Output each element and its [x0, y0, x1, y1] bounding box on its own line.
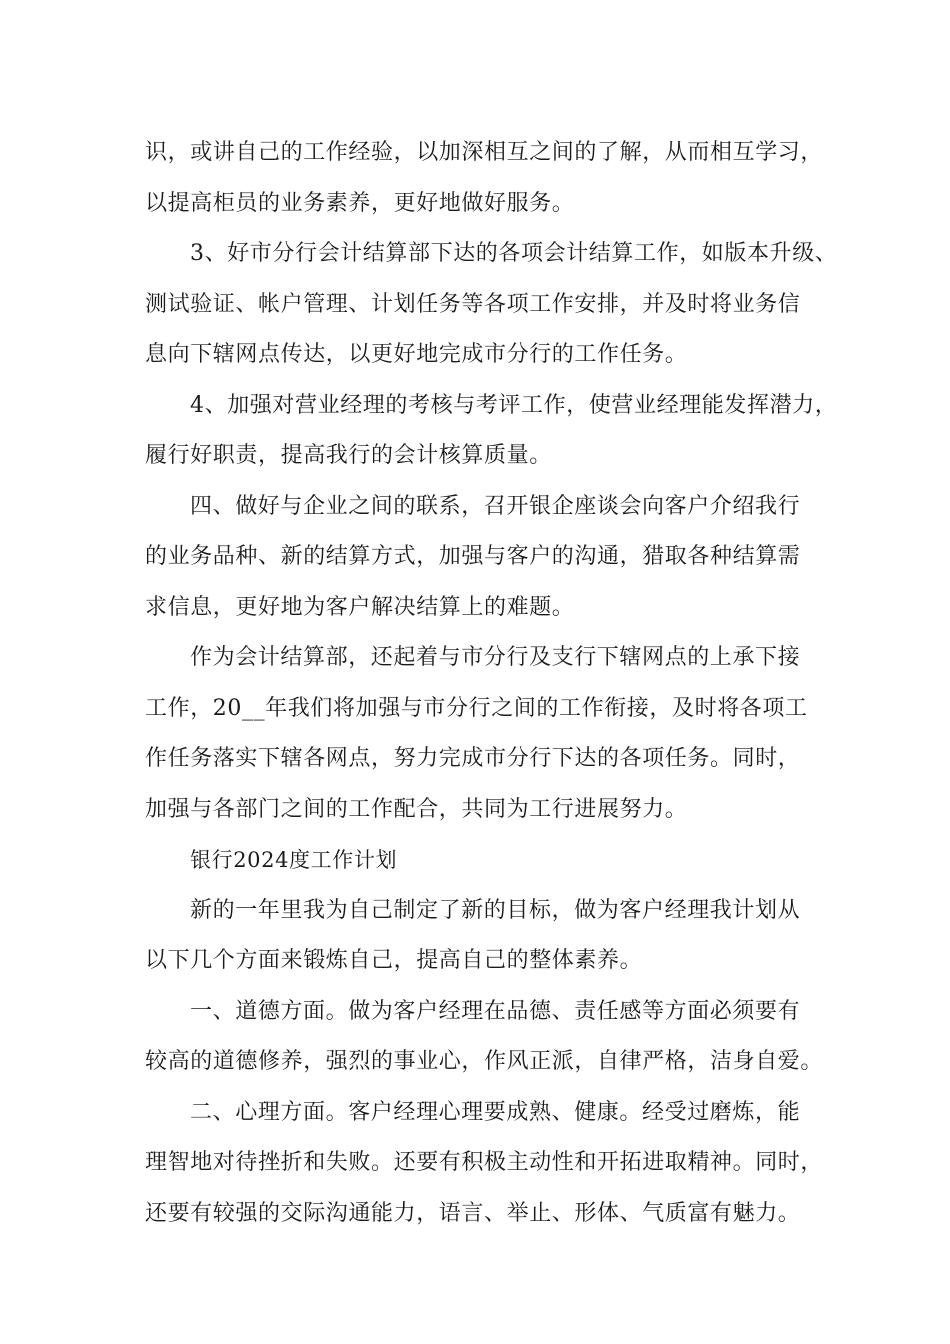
text-line: 息向下辖网点传达，以更好地完成市分行的工作任务。: [145, 342, 688, 367]
text-line: 识，或讲自己的工作经验，以加深相互之间的了解，从而相互学习，: [145, 140, 824, 165]
text-line: 以下几个方面来锻炼自己，提高自己的整体素养。: [145, 948, 643, 973]
text-line: 的业务品种、新的结算方式，加强与客户的沟通，猎取各种结算需: [145, 544, 801, 569]
text-line: 一、道德方面。做为客户经理在品德、责任感等方面必须要有: [190, 998, 801, 1024]
text-line: 工作，20__年我们将加强与市分行之间的工作衔接，及时将各项工: [145, 695, 808, 721]
text-line: 以提高柜员的业务素养，更好地做好服务。: [145, 190, 575, 216]
text-line: 加强与各部门之间的工作配合，共同为工行进展努力。: [145, 796, 688, 822]
text-line: 新的一年里我为自己制定了新的目标，做为客户经理我计划从: [190, 897, 801, 923]
text-line: 作为会计结算部，还起着与市分行及支行下辖网点的上承下接: [190, 645, 801, 670]
text-line: 四、做好与企业之间的联系，召开银企座谈会向客户介绍我行: [190, 493, 801, 519]
text-line: 测试验证、帐户管理、计划任务等各项工作安排，并及时将业务信: [145, 291, 801, 317]
document-page: [145, 128, 838, 1239]
text-line: 履行好职责，提高我行的会计核算质量。: [145, 443, 552, 468]
text-line: 3、好市分行会计结算部下达的各项会计结算工作，如版本升级、: [190, 241, 838, 266]
text-line: 还要有较强的交际沟通能力，语言、举止、形体、气质富有魅力。: [145, 1200, 801, 1226]
section-title: 银行2024度工作计划: [190, 848, 398, 872]
text-line: 求信息，更好地为客户解决结算上的难题。: [145, 594, 575, 620]
text-line: 二、心理方面。客户经理心理要成熟、健康。经受过磨炼，能: [190, 1099, 801, 1125]
text-line: 作任务落实下辖各网点，努力完成市分行下达的各项任务。同时，: [145, 746, 801, 771]
text-line: 较高的道德修养，强烈的事业心，作风正派，自律严格，洁身自爱。: [145, 1049, 824, 1074]
text-line: 4、加强对营业经理的考核与考评工作，使营业经理能发挥潜力，: [190, 392, 838, 418]
text-line: 理智地对待挫折和失败。还要有积极主动性和开拓进取精神。同时，: [145, 1150, 824, 1175]
